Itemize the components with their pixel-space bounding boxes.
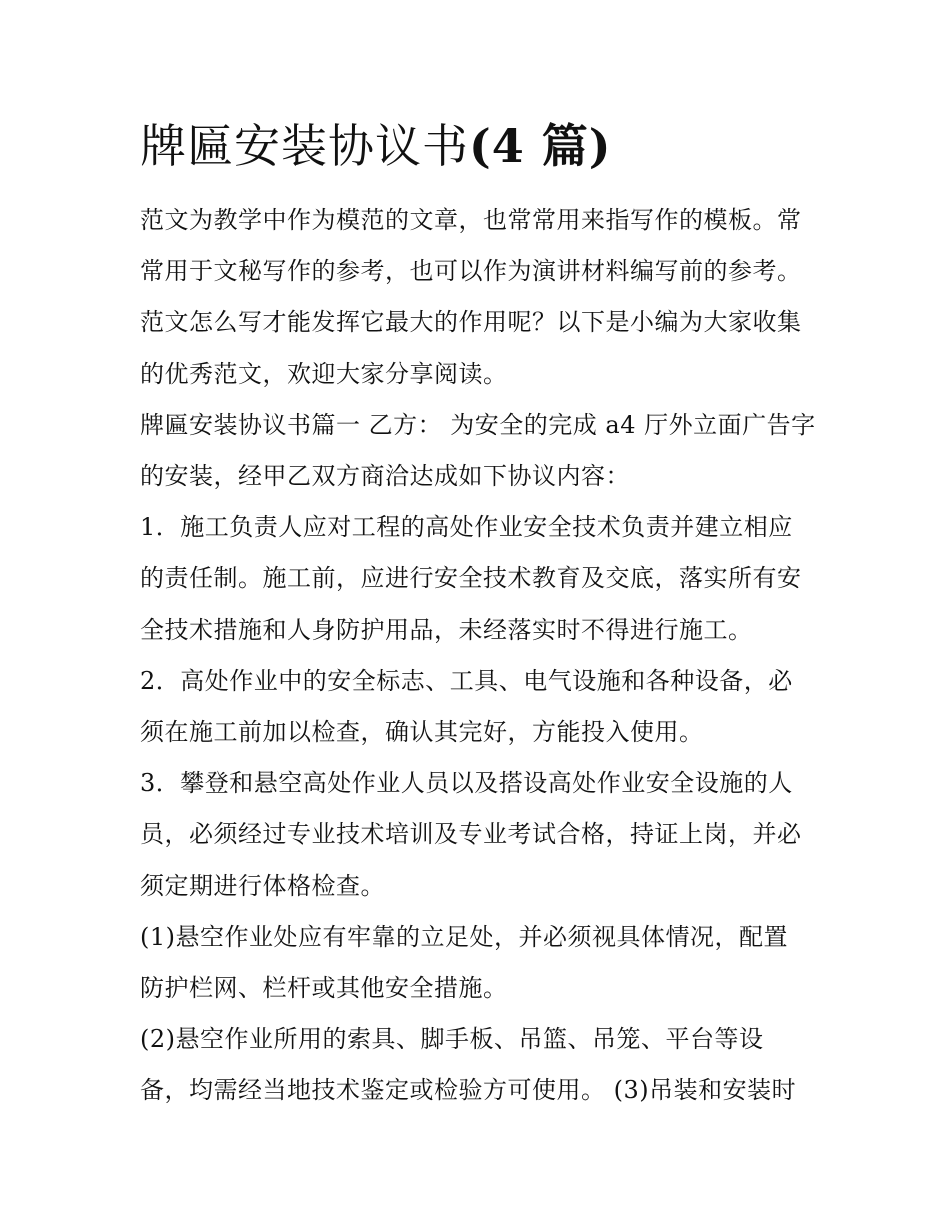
body-line: 范文为教学中作为模范的文章，也常常用来指写作的模板。常: [140, 206, 802, 234]
document-title: [140, 113, 840, 179]
body-line: 3．攀登和悬空高处作业人员以及搭设高处作业安全设施的人: [140, 769, 793, 798]
title-main: 牌匾安装协议书: [140, 119, 469, 173]
body-line: 的安装，经甲乙双方商洽达成如下协议内容：: [140, 462, 630, 491]
body-line: 的责任制。施工前，应进行安全技术教育及交底，落实所有安: [140, 564, 802, 593]
body-line: 全技术措施和人身防护用品，未经落实时不得进行施工。: [140, 615, 753, 644]
title-count: (4 篇): [469, 119, 612, 173]
body-line: 备，均需经当地技术鉴定或检验方可使用。 (3)吊装和安装时: [140, 1076, 797, 1105]
body-line: 牌匾安装协议书篇一 乙方： 为安全的完成 a4 厅外立面广告字: [140, 410, 816, 439]
body-line: 的优秀范文，欢迎大家分享阅读。: [140, 359, 508, 388]
body-line: 常用于文秘写作的参考，也可以作为演讲材料编写前的参考。: [140, 257, 802, 286]
document-body: [140, 195, 820, 1117]
body-line: 2．高处作业中的安全标志、工具、电气设施和各种设备，必: [140, 666, 793, 695]
body-line: (2)悬空作业所用的索具、脚手板、吊篮、吊笼、平台等设: [140, 1025, 764, 1054]
body-line: 防护栏网、栏杆或其他安全措施。: [140, 974, 508, 1003]
body-line: 须定期进行体格检查。: [140, 871, 385, 900]
body-line: 须在施工前加以检查，确认其完好，方能投入使用。: [140, 718, 704, 747]
body-line: 范文怎么写才能发挥它最大的作用呢？以下是小编为大家收集: [140, 308, 802, 337]
body-line: (1)悬空作业处应有牢靠的立足处，并必须视具体情况，配置: [140, 922, 788, 951]
body-line: 员，必须经过专业技术培训及专业考试合格，持证上岗，并必: [140, 820, 802, 849]
body-line: 1．施工负责人应对工程的高处作业安全技术负责并建立相应: [140, 513, 793, 542]
